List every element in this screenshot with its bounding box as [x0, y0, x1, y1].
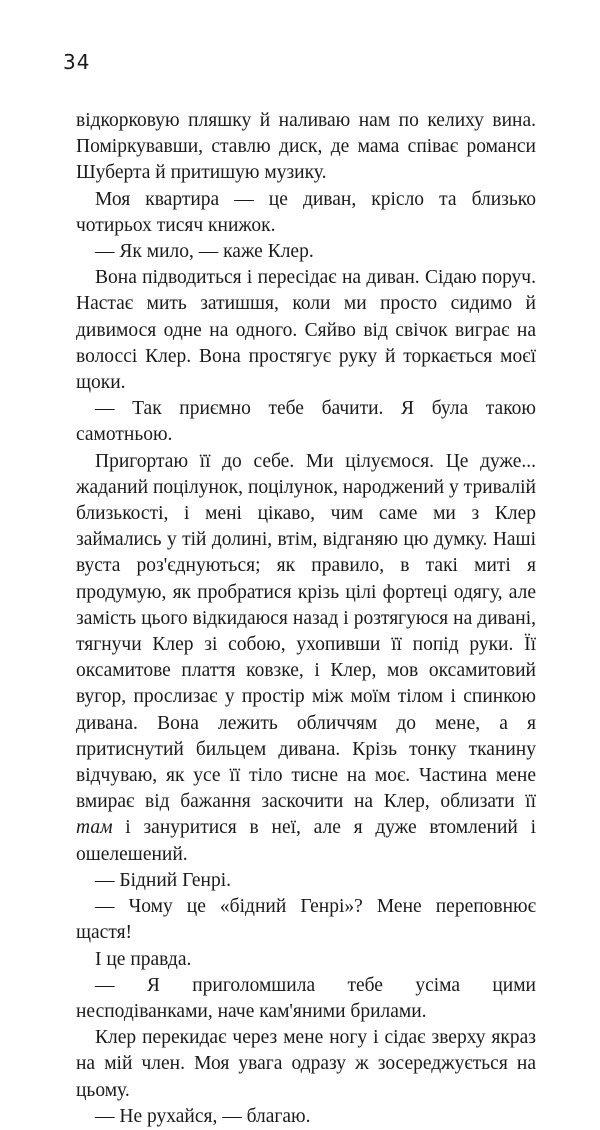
paragraph: Моя квартира — це диван, крісло та близько чотирьох тисяч книжок. [76, 188, 536, 236]
paragraph: — Бідний Генрі. [95, 869, 232, 891]
body-text [76, 108, 536, 1130]
paragraph: — Я приголомшила тебе усіма цими несподіванками, наче кам'яними брилами. [76, 974, 536, 1022]
paragraph: Клер перекидає через мене ногу і сідає зверху якраз на мій член. Моя увага одразу ж зосереджується на цьому. [76, 1027, 536, 1101]
paragraph: — Чому це «бідний Генрі»? Мене переповнює щастя! [76, 896, 536, 944]
paragraph-text: Пригортаю її до себе. Ми цілуємося. Це дуже... жаданий поцілунок, поцілунок, народжений у тривалій близькості, і мені цікаво, чим саме ми з Клер займались у тій долині, втім, відганяю цю думку. Наші вуста роз'єднуються; як правило, в такі миті я продумую, як пробратися крізь цілі фортеці одягу, але замість цього відкидаюся назад і розтягуюся на дивані, тягнучи Клер зі собою, ухопивши її попід руки. Її оксамитове плаття ковзке, і Клер, мов оксамитовий вугор, прослизає у простір між моїм тілом і спинкою дивана. Вона лежить обличчям до мене, а я притиснутий бильцем дивана. Крізь тонку тканину відчуваю, як усе її тіло тисне на моє. Частина мене вмирає від бажання заскочити на Клер, облизати її [76, 450, 536, 813]
paragraph: — Не рухайся, — благаю. [95, 1105, 311, 1127]
paragraph: відкорковую пляшку й наливаю нам по келиху вина. Поміркувавши, ставлю диск, де мама співає романси Шуберта й притишую музику. [76, 110, 536, 184]
paragraph: Вона підводиться і пересідає на диван. Сідаю поруч. Настає мить затишшя, коли ми просто сидимо й дивимося одне на одного. Сяйво від свічок виграє на волоссі Клер. Вона простягує руку й торкається моєї щоки. [76, 267, 536, 394]
paragraph-text: і зануритися в неї, але я дуже втомлений і ошелешений. [76, 817, 536, 865]
paragraph: — Так приємно тебе бачити. Я була такою самотньою. [76, 398, 536, 446]
italic-word: там [76, 817, 113, 839]
paragraph: — Як мило, — каже Клер. [95, 241, 314, 263]
page-number: 34 [63, 50, 91, 74]
paragraph [76, 449, 536, 868]
paragraph: І це правда. [95, 948, 192, 970]
